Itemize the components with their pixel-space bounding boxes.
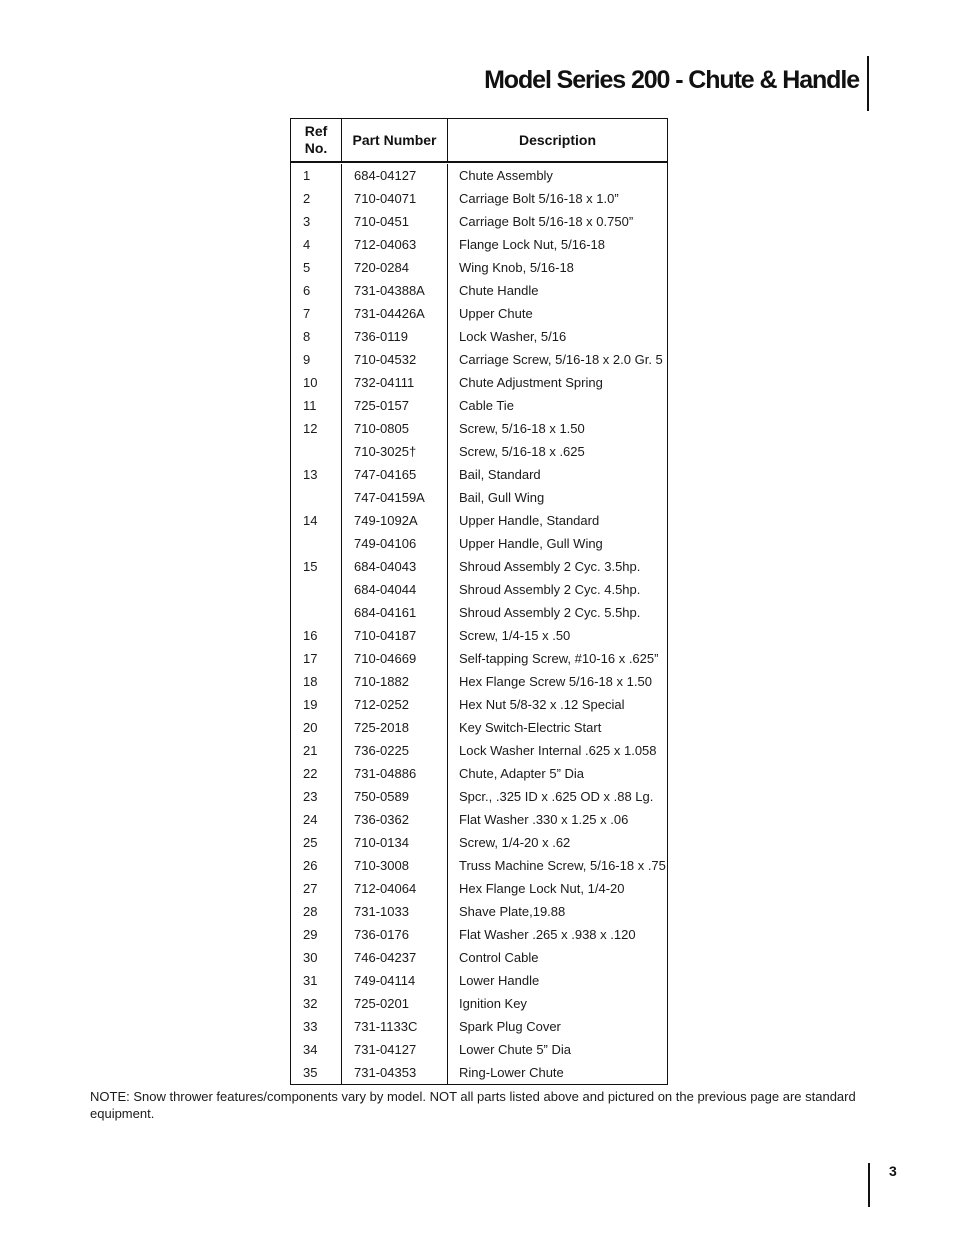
description-cell: Spcr., .325 ID x .625 OD x .88 Lg. xyxy=(459,789,654,804)
description-cell: Shroud Assembly 2 Cyc. 4.5hp. xyxy=(459,582,641,597)
column-header-description xyxy=(448,119,667,161)
ref-no-cell: 26 xyxy=(303,858,318,873)
part-number-cell: 731-04886 xyxy=(354,766,417,781)
description-cell: Chute Adjustment Spring xyxy=(459,375,603,390)
ref-no-cell: 14 xyxy=(303,513,318,528)
description-cell: Chute Assembly xyxy=(459,168,553,183)
ref-no-cell: 5 xyxy=(303,260,311,275)
description-cell: Upper Handle, Gull Wing xyxy=(459,536,603,551)
description-cell: Bail, Standard xyxy=(459,467,541,482)
ref-no-cell: 4 xyxy=(303,237,311,252)
description-cell: Lock Washer, 5/16 xyxy=(459,329,567,344)
description-cell: Hex Flange Screw 5/16-18 x 1.50 xyxy=(459,674,652,689)
ref-no-cell: 1 xyxy=(303,168,311,183)
ref-no-cell: 2 xyxy=(303,191,311,206)
ref-no-cell: 8 xyxy=(303,329,311,344)
part-number-cell: 732-04111 xyxy=(354,375,415,390)
part-number-cell: 720-0284 xyxy=(354,260,409,275)
footer-divider xyxy=(868,1163,870,1207)
ref-no-cell: 7 xyxy=(303,306,311,321)
part-number-cell: 710-0134 xyxy=(354,835,409,850)
part-number-cell: 731-1033 xyxy=(354,904,409,919)
part-number-cell: 731-04388A xyxy=(354,283,425,298)
ref-no-cell: 3 xyxy=(303,214,311,229)
part-number-cell: 710-04669 xyxy=(354,651,417,666)
description-cell: Lock Washer Internal .625 x 1.058 xyxy=(459,743,657,758)
part-number-cell: 710-04071 xyxy=(354,191,417,206)
part-number-cell: 747-04165 xyxy=(354,467,417,482)
ref-no-cell: 21 xyxy=(303,743,318,758)
part-number-cell: 749-1092A xyxy=(354,513,418,528)
ref-no-cell: 16 xyxy=(303,628,318,643)
part-number-cell: 736-0362 xyxy=(354,812,409,827)
part-number-cell: 710-04532 xyxy=(354,352,417,367)
ref-no-column xyxy=(291,164,342,1084)
ref-no-cell: 20 xyxy=(303,720,318,735)
description-cell: Shave Plate,19.88 xyxy=(459,904,566,919)
part-number-cell: 710-1882 xyxy=(354,674,409,689)
part-number-column xyxy=(342,164,448,1084)
part-number-cell: 710-04187 xyxy=(354,628,417,643)
ref-no-cell: 9 xyxy=(303,352,311,367)
part-number-cell: 684-04161 xyxy=(354,605,417,620)
part-number-cell: 747-04159A xyxy=(354,490,425,505)
part-number-cell: 736-0225 xyxy=(354,743,409,758)
part-number-cell: 684-04044 xyxy=(354,582,417,597)
ref-no-cell: 19 xyxy=(303,697,318,712)
description-cell: Self-tapping Screw, #10-16 x .625” xyxy=(459,651,659,666)
ref-no-cell: 30 xyxy=(303,950,318,965)
part-number-cell: 731-04353 xyxy=(354,1065,417,1080)
part-number-cell: 749-04114 xyxy=(354,973,416,988)
description-cell: Screw, 5/16-18 x .625 xyxy=(459,444,585,459)
description-cell: Bail, Gull Wing xyxy=(459,490,545,505)
part-number-cell: 712-0252 xyxy=(354,697,409,712)
ref-no-cell: 23 xyxy=(303,789,318,804)
description-cell: Flat Washer .265 x .938 x .120 xyxy=(459,927,636,942)
ref-no-cell: 31 xyxy=(303,973,318,988)
part-number-cell: 749-04106 xyxy=(354,536,417,551)
part-number-cell: 725-2018 xyxy=(354,720,409,735)
table-body xyxy=(291,163,667,1084)
description-cell: Upper Handle, Standard xyxy=(459,513,600,528)
column-header-ref-no xyxy=(291,119,342,161)
description-cell: Spark Plug Cover xyxy=(459,1019,561,1034)
ref-no-cell: 35 xyxy=(303,1065,318,1080)
ref-no-cell: 34 xyxy=(303,1042,318,1057)
ref-no-cell: 18 xyxy=(303,674,318,689)
description-cell: Key Switch-Electric Start xyxy=(459,720,602,735)
ref-no-cell: 33 xyxy=(303,1019,318,1034)
parts-table xyxy=(290,118,668,1085)
description-cell: Wing Knob, 5/16-18 xyxy=(459,260,574,275)
description-cell: Shroud Assembly 2 Cyc. 3.5hp. xyxy=(459,559,641,574)
column-header-description-label: Description xyxy=(518,131,596,148)
description-cell: Lower Chute 5” Dia xyxy=(459,1042,571,1057)
title-divider xyxy=(867,56,869,111)
page-title: Model Series 200 - Chute & Handle xyxy=(484,66,859,94)
ref-no-cell: 27 xyxy=(303,881,318,896)
ref-no-cell: 13 xyxy=(303,467,318,482)
part-number-cell: 736-0176 xyxy=(354,927,409,942)
description-cell: Ring-Lower Chute xyxy=(459,1065,564,1080)
ref-no-cell xyxy=(291,601,341,624)
description-cell: Flat Washer .330 x 1.25 x .06 xyxy=(459,812,629,827)
description-cell: Chute, Adapter 5” Dia xyxy=(459,766,585,781)
description-cell: Carriage Bolt 5/16-18 x 1.0” xyxy=(459,191,619,206)
description-cell: Screw, 1/4-15 x .50 xyxy=(459,628,571,643)
ref-no-cell: 17 xyxy=(303,651,318,666)
part-number-cell: 712-04064 xyxy=(354,881,417,896)
part-number-cell: 684-04043 xyxy=(354,559,417,574)
ref-no-cell: 32 xyxy=(303,996,318,1011)
table-header xyxy=(291,119,667,163)
part-number-cell: 710-3008 xyxy=(354,858,409,873)
part-number-cell: 746-04237 xyxy=(354,950,417,965)
ref-no-cell: 15 xyxy=(303,559,318,574)
column-header-part-number xyxy=(342,119,448,161)
description-cell: Flange Lock Nut, 5/16-18 xyxy=(459,237,605,252)
description-cell: Shroud Assembly 2 Cyc. 5.5hp. xyxy=(459,605,641,620)
ref-no-cell: 22 xyxy=(303,766,318,781)
column-header-part-number-label: Part Number xyxy=(352,131,437,148)
ref-no-cell: 25 xyxy=(303,835,318,850)
part-number-cell: 750-0589 xyxy=(354,789,409,804)
part-number-cell: 710-0805 xyxy=(354,421,409,436)
column-header-ref-no-label: Ref No. xyxy=(304,123,328,156)
part-number-cell: 725-0157 xyxy=(354,398,409,413)
ref-no-cell: 24 xyxy=(303,812,318,827)
description-column xyxy=(448,164,667,1084)
description-cell: Carriage Bolt 5/16-18 x 0.750” xyxy=(459,214,634,229)
description-cell: Screw, 1/4-20 x .62 xyxy=(459,835,571,850)
description-cell: Carriage Screw, 5/16-18 x 2.0 Gr. 5 xyxy=(459,352,663,367)
ref-no-cell xyxy=(291,532,341,555)
part-number-cell: 710-3025† xyxy=(354,444,417,459)
part-number-cell: 736-0119 xyxy=(354,329,408,344)
part-number-cell: 710-0451 xyxy=(354,214,409,229)
ref-no-cell: 11 xyxy=(303,398,317,413)
description-cell: Truss Machine Screw, 5/16-18 x .75 xyxy=(459,858,666,873)
ref-no-cell xyxy=(291,440,341,463)
ref-no-cell: 10 xyxy=(303,375,318,390)
description-cell: Upper Chute xyxy=(459,306,533,321)
part-number-cell: 731-04127 xyxy=(354,1042,417,1057)
ref-no-cell xyxy=(291,578,341,601)
part-number-cell: 731-04426A xyxy=(354,306,425,321)
footnote: NOTE: Snow thrower features/components vary by model. NOT all parts listed above and pictured on the previous page are standard equipment. xyxy=(90,1089,856,1121)
description-cell: Lower Handle xyxy=(459,973,540,988)
ref-no-cell xyxy=(291,486,341,509)
description-cell: Cable Tie xyxy=(459,398,514,413)
page-number: 3 xyxy=(889,1163,897,1179)
ref-no-cell: 28 xyxy=(303,904,318,919)
ref-no-cell: 29 xyxy=(303,927,318,942)
ref-no-cell: 6 xyxy=(303,283,311,298)
part-number-cell: 731-1133C xyxy=(354,1019,418,1034)
description-cell: Control Cable xyxy=(459,950,539,965)
description-cell: Hex Nut 5/8-32 x .12 Special xyxy=(459,697,625,712)
part-number-cell: 712-04063 xyxy=(354,237,417,252)
part-number-cell: 725-0201 xyxy=(354,996,409,1011)
description-cell: Hex Flange Lock Nut, 1/4-20 xyxy=(459,881,625,896)
description-cell: Ignition Key xyxy=(459,996,527,1011)
description-cell: Chute Handle xyxy=(459,283,539,298)
ref-no-cell: 12 xyxy=(303,421,318,436)
part-number-cell: 684-04127 xyxy=(354,168,417,183)
description-cell: Screw, 5/16-18 x 1.50 xyxy=(459,421,585,436)
